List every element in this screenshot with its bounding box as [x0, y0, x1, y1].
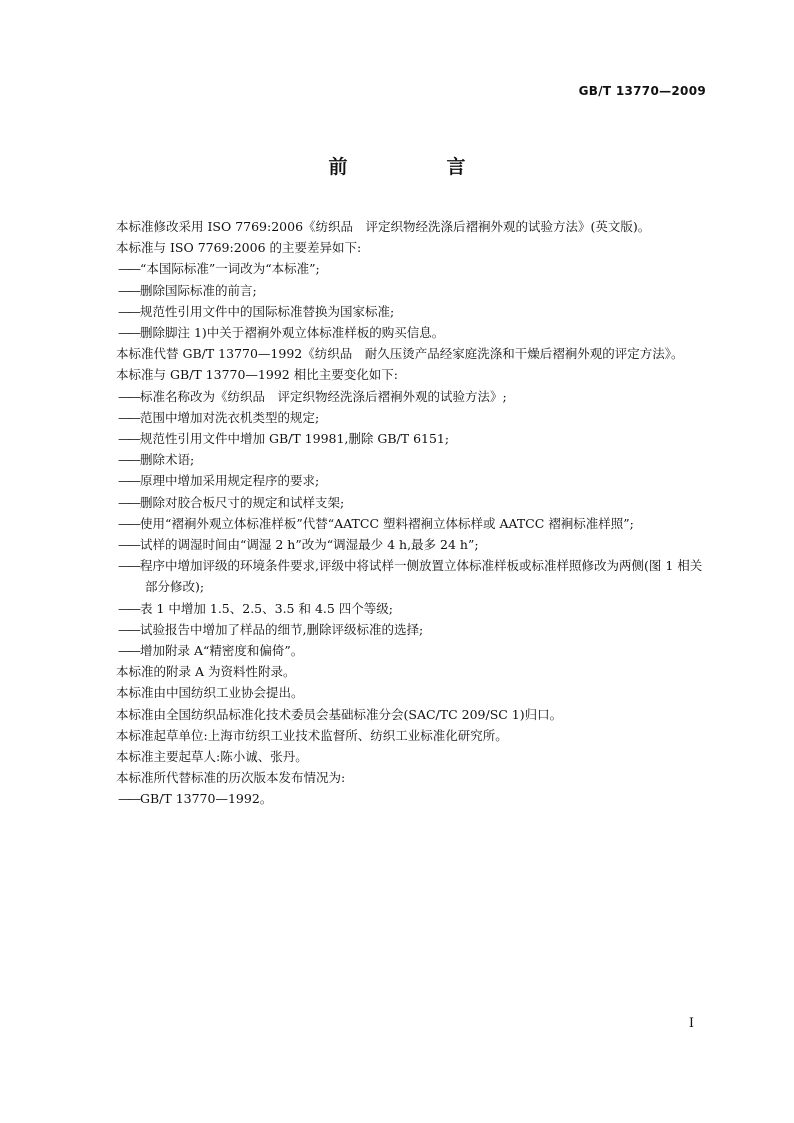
standard-number: GB/T 13770—2009: [578, 84, 706, 98]
paragraph: 本标准主要起草人:陈小诚、张丹。: [116, 749, 308, 765]
paragraph: 本标准的附录 A 为资料性附录。: [116, 664, 296, 680]
dash-list-item: —— “本国际标准”一词改为“本标准”;: [90, 258, 704, 279]
paragraph: 本标准与 ISO 7769:2006 的主要差异如下:: [116, 240, 362, 256]
paragraph: 本标准起草单位:上海市纺织工业技术监督所、纺织工业标准化研究所。: [116, 727, 508, 743]
paragraph: 本标准代替 GB/T 13770—1992《纺织品 耐久压烫产品经家庭洗涤和干燥后褶裥外观的评定方法》。: [116, 346, 684, 362]
dash-list-item: —— 规范性引用文件中的国际标准替换为国家标准;: [90, 301, 704, 322]
dash-list-item: —— 范围中增加对洗衣机类型的规定;: [90, 407, 704, 428]
dash-list-item: —— 删除脚注 1)中关于褶裥外观立体标准样板的购买信息。: [90, 322, 704, 343]
paragraph: 本标准所代替标准的历次版本发布情况为:: [116, 770, 346, 786]
dash-list-item: —— 程序中增加评级的环境条件要求,评级中将试样一侧放置立体标准样板或标准样照修改为两侧(图 1 相关部分修改);: [90, 555, 704, 597]
paragraph: 本标准由全国纺织品标准化技术委员会基础标准分会(SAC/TC 209/SC 1)归口。: [116, 706, 563, 722]
paragraph: 本标准修改采用 ISO 7769:2006《纺织品 评定织物经洗涤后褶裥外观的试验方法》(英文版)。: [116, 219, 651, 234]
dash-list-item: —— 表 1 中增加 1.5、2.5、3.5 和 4.5 四个等级;: [90, 598, 704, 619]
dash-list-item: —— 试样的调湿时间由“调湿 2 h”改为“调湿最少 4 h,最多 24 h”;: [90, 534, 704, 555]
dash-list-item: —— 删除国际标准的前言;: [90, 280, 704, 301]
dash-list-item: —— 增加附录 A“精密度和偏倚”。: [90, 640, 704, 661]
dash-list-item: —— GB/T 13770—1992。: [90, 788, 704, 809]
paragraph: 本标准与 GB/T 13770—1992 相比主要变化如下:: [116, 367, 398, 383]
foreword-body: [90, 216, 704, 810]
dash-list-item: —— 删除对胶合板尺寸的规定和试样支架;: [90, 492, 704, 513]
page-number: I: [688, 1016, 694, 1031]
dash-list-item: —— 规范性引用文件中增加 GB/T 19981,删除 GB/T 6151;: [90, 428, 704, 449]
dash-list-item: —— 试验报告中增加了样品的细节,删除评级标准的选择;: [90, 619, 704, 640]
page-title: 前 言: [328, 156, 506, 178]
dash-list-item: —— 删除术语;: [90, 449, 704, 470]
dash-list-item: —— 使用“褶裥外观立体标准样板”代替“AATCC 塑料褶裥立体标样或 AATCC 褶裥标准样照”;: [90, 513, 704, 534]
dash-list-item: —— 标准名称改为《纺织品 评定织物经洗涤后褶裥外观的试验方法》;: [90, 386, 704, 407]
dash-list-item: —— 原理中增加采用规定程序的要求;: [90, 470, 704, 491]
paragraph: 本标准由中国纺织工业协会提出。: [116, 685, 304, 701]
